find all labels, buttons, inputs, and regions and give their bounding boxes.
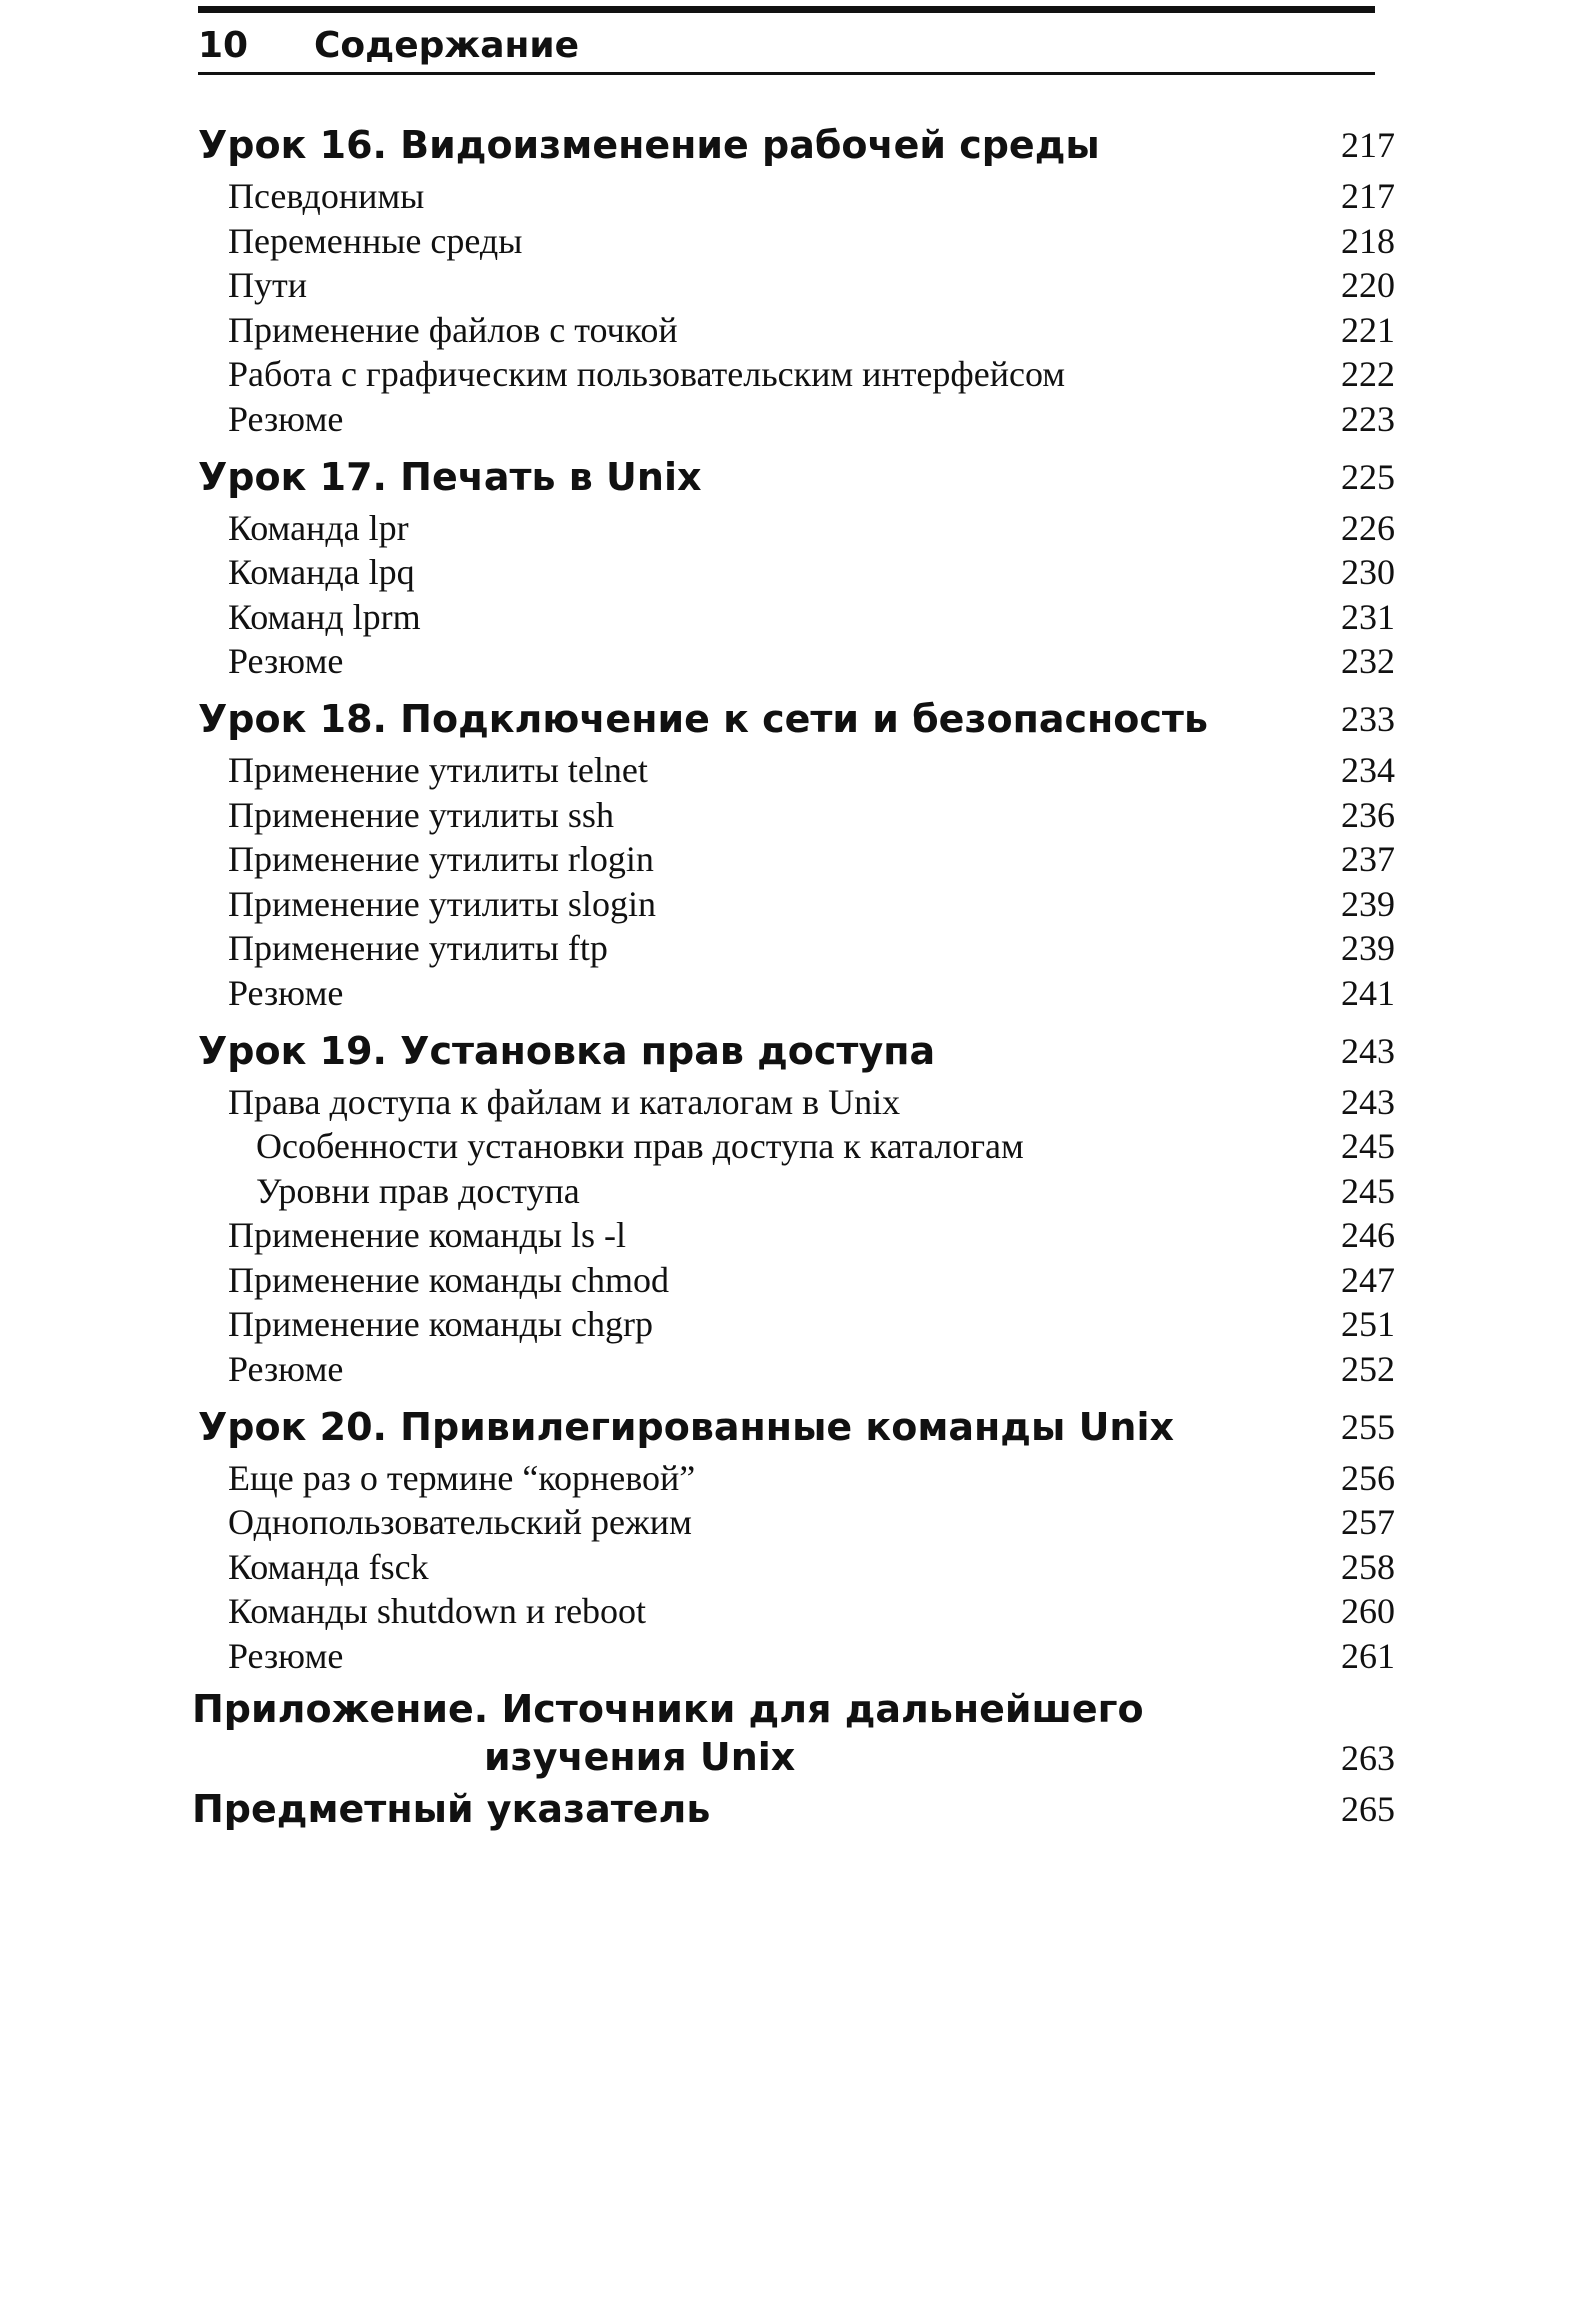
lesson-heading[interactable] [190, 1022, 1395, 1080]
toc-entry[interactable] [190, 1302, 1395, 1347]
toc-entry[interactable] [190, 263, 1395, 308]
toc-entry[interactable] [190, 1634, 1395, 1679]
entry-page: 258 [1341, 1546, 1395, 1587]
entry-page: 246 [1341, 1215, 1395, 1256]
toc-page [190, 0, 1395, 2315]
toc-subentry[interactable] [190, 1124, 1395, 1169]
lesson-title: Урок 20. Привилегированные команды Unix [198, 1404, 1175, 1449]
lesson-heading[interactable] [190, 1398, 1395, 1456]
entry-page: 226 [1341, 507, 1395, 548]
entry-title: Работа с графическим пользовательским интерфейсом [228, 354, 1066, 395]
toc-entry[interactable] [190, 174, 1395, 219]
entry-page: 232 [1341, 641, 1395, 682]
entry-title: Однопользовательский режим [228, 1502, 692, 1543]
page-title: Содержание [314, 25, 580, 66]
lesson-page: 243 [1341, 1030, 1395, 1071]
entry-title: Команда lpq [228, 552, 415, 593]
entry-page: 243 [1341, 1081, 1395, 1122]
entry-page: 221 [1341, 309, 1395, 350]
lesson-19 [190, 1022, 1395, 1392]
page-number: 10 [198, 25, 249, 66]
entry-title: Команда lpr [228, 507, 409, 548]
index-heading[interactable] [190, 1779, 1395, 1839]
toc-entry[interactable] [190, 397, 1395, 442]
entry-title: Пути [228, 265, 307, 306]
top-rule [198, 6, 1375, 13]
entry-page: 261 [1341, 1636, 1395, 1677]
lesson-heading[interactable] [190, 116, 1395, 174]
table-of-contents [190, 116, 1395, 1839]
entry-title: Резюме [228, 1349, 344, 1390]
toc-entry[interactable] [190, 1545, 1395, 1590]
entry-page: 245 [1341, 1126, 1395, 1167]
toc-entry[interactable] [190, 219, 1395, 264]
entry-title: Права доступа к файлам и каталогам в Unix [228, 1081, 901, 1122]
entry-title: Применение утилиты slogin [228, 883, 656, 924]
appendix-title-line2: изучения Unix [484, 1734, 796, 1779]
entry-title: Применение утилиты ftp [228, 928, 608, 969]
toc-entry[interactable] [190, 882, 1395, 927]
lesson-20 [190, 1398, 1395, 1679]
entry-title: Команд lprm [228, 596, 421, 637]
entry-title: Особенности установки прав доступа к каталогам [256, 1126, 1024, 1167]
toc-entry[interactable] [190, 1258, 1395, 1303]
entry-page: 252 [1341, 1349, 1395, 1390]
toc-entry[interactable] [190, 595, 1395, 640]
toc-entry[interactable] [190, 748, 1395, 793]
lesson-17 [190, 448, 1395, 684]
entry-title: Переменные среды [228, 220, 523, 261]
toc-entry[interactable] [190, 1456, 1395, 1501]
entry-page: 260 [1341, 1591, 1395, 1632]
toc-entry[interactable] [190, 506, 1395, 551]
entry-page: 239 [1341, 928, 1395, 969]
entry-title: Резюме [228, 641, 344, 682]
toc-entry[interactable] [190, 639, 1395, 684]
toc-entry[interactable] [190, 352, 1395, 397]
entry-title: Еще раз о термине “корневой” [228, 1457, 696, 1498]
entry-title: Применение команды ls -l [228, 1215, 627, 1256]
toc-entry[interactable] [190, 1500, 1395, 1545]
entry-title: Резюме [228, 398, 344, 439]
lesson-page: 217 [1341, 125, 1395, 165]
toc-subentry[interactable] [190, 1169, 1395, 1214]
toc-entry[interactable] [190, 550, 1395, 595]
entry-page: 247 [1341, 1259, 1395, 1300]
entry-title: Применение утилиты rlogin [228, 839, 654, 880]
lesson-16 [190, 116, 1395, 442]
entry-title: Команда fsck [228, 1546, 429, 1587]
entry-page: 251 [1341, 1304, 1395, 1345]
lesson-page: 255 [1341, 1406, 1395, 1447]
entry-page: 222 [1341, 354, 1395, 395]
entry-page: 236 [1341, 794, 1395, 835]
toc-entry[interactable] [190, 793, 1395, 838]
entry-title: Применение команды chgrp [228, 1304, 654, 1345]
entry-page: 217 [1341, 176, 1395, 216]
toc-entry[interactable] [190, 1589, 1395, 1634]
entry-page: 245 [1341, 1170, 1395, 1211]
entry-title: Применение команды chmod [228, 1259, 670, 1300]
lesson-title: Урок 18. Подключение к сети и безопасность [198, 696, 1208, 741]
entry-title: Уровни прав доступа [256, 1170, 580, 1211]
entry-page: 257 [1341, 1502, 1395, 1543]
entry-page: 239 [1341, 883, 1395, 924]
entry-title: Резюме [228, 1636, 344, 1677]
entry-title: Резюме [228, 972, 344, 1013]
lesson-page: 233 [1341, 698, 1395, 739]
lesson-title: Урок 16. Видоизменение рабочей среды [198, 123, 1100, 167]
toc-entry[interactable] [190, 1213, 1395, 1258]
entry-page: 241 [1341, 972, 1395, 1013]
running-header [198, 20, 1375, 75]
entry-page: 230 [1341, 552, 1395, 593]
entry-page: 231 [1341, 596, 1395, 637]
lesson-heading[interactable] [190, 690, 1395, 748]
toc-entry[interactable] [190, 837, 1395, 882]
toc-entry[interactable] [190, 308, 1395, 353]
toc-entry[interactable] [190, 926, 1395, 971]
entry-page: 256 [1341, 1457, 1395, 1498]
appendix-heading[interactable] [190, 1679, 1395, 1779]
entry-title: Псевдонимы [228, 176, 425, 216]
entry-page: 234 [1341, 749, 1395, 790]
entry-page: 218 [1341, 220, 1395, 261]
lesson-18 [190, 690, 1395, 1016]
entry-title: Команды shutdown и reboot [228, 1591, 647, 1632]
lesson-page: 225 [1341, 456, 1395, 497]
index-page: 265 [1341, 1788, 1395, 1829]
index-title: Предметный указатель [192, 1786, 711, 1831]
toc-entry[interactable] [190, 971, 1395, 1016]
entry-page: 237 [1341, 839, 1395, 880]
appendix-title-line1: Приложение. Источники для дальнейшего [192, 1686, 1144, 1731]
lesson-heading[interactable] [190, 448, 1395, 506]
entry-title: Применение утилиты telnet [228, 749, 648, 790]
lesson-title: Урок 17. Печать в Unix [198, 454, 702, 499]
entry-title: Применение файлов с точкой [228, 309, 678, 350]
entry-title: Применение утилиты ssh [228, 794, 614, 835]
lesson-title: Урок 19. Установка прав доступа [198, 1028, 936, 1073]
toc-entry[interactable] [190, 1080, 1395, 1125]
entry-page: 220 [1341, 265, 1395, 306]
toc-entry[interactable] [190, 1347, 1395, 1392]
entry-page: 223 [1341, 398, 1395, 439]
appendix-page: 263 [1341, 1737, 1395, 1778]
